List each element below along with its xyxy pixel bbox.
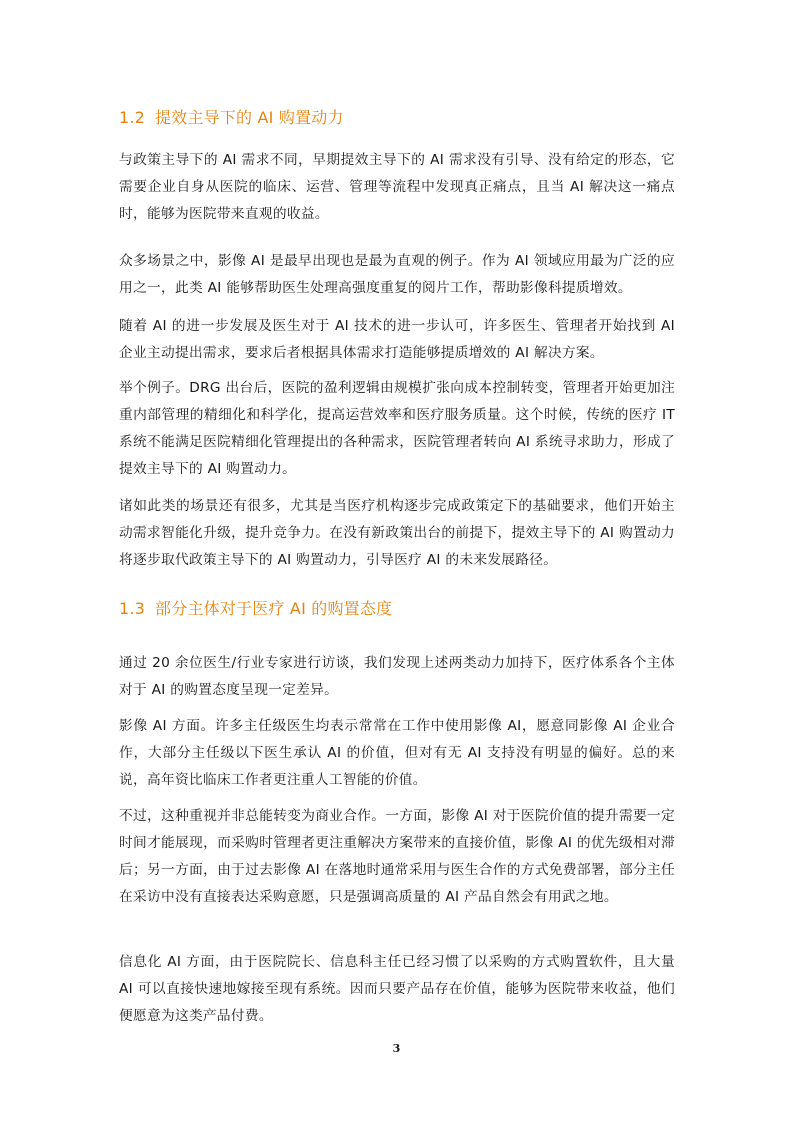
paragraph: 通过 20 余位医生/行业专家进行访谈，我们发现上述两类动力加持下，医疗体系各个主体对于 AI 的购置态度呈现一定差异。 [119, 655, 675, 698]
page-number: 3 [392, 1042, 401, 1055]
section-number: 1.2 [119, 108, 146, 127]
section-heading-1-3 [119, 599, 392, 619]
paragraph: 随着 AI 的进一步发展及医生对于 AI 技术的进一步认可，许多医生、管理者开始找到 AI 企业主动提出需求，要求后者根据具体需求打造能够提质增效的 AI 解决方案。 [119, 318, 675, 361]
section-title: 部分主体对于医疗 AI 的购置态度 [155, 599, 393, 618]
section-number: 1.3 [119, 599, 146, 618]
paragraph: 与政策主导下的 AI 需求不同，早期提效主导下的 AI 需求没有引导、没有给定的形态，它需要企业自身从医院的临床、运营、管理等流程中发现真正痛点，且当 AI 解决这一痛点时，能够为医院带来直观的收益。 [119, 152, 675, 222]
paragraph: 不过，这种重视并非总能转变为商业合作。一方面，影像 AI 对于医院价值的提升需要一定时间才能展现，而采购时管理者更注重解决方案带来的直接价值，影像 AI 的优先级相对滞后；另一方面，由于过去影像 AI 在落地时通常采用与医生合作的方式免费部署，部分主任在采访中没有直接表达采购意愿，只是强调高质量的 AI 产品自然会有用武之地。 [119, 808, 675, 905]
paragraph: 影像 AI 方面。许多主任级医生均表示常常在工作中使用影像 AI，愿意同影像 AI 企业合作，大部分主任级以下医生承认 AI 的价值，但对有无 AI 支持没有明显的偏好。总的来说，高年资比临床工作者更注重人工智能的价值。 [119, 718, 675, 788]
paragraph: 诸如此类的场景还有很多，尤其是当医疗机构逐步完成政策定下的基础要求，他们开始主动需求智能化升级，提升竞争力。在没有新政策出台的前提下，提效主导下的 AI 购置动力将逐步取代政策主导下的 AI 购置动力，引导医疗 AI 的未来发展路径。 [119, 498, 675, 568]
section-title: 提效主导下的 AI 购置动力 [155, 108, 344, 127]
paragraph: 举个例子。DRG 出台后，医院的盈利逻辑由规模扩张向成本控制转变，管理者开始更加注重内部管理的精细化和科学化，提高运营效率和医疗服务质量。这个时候，传统的医疗 IT 系统不能满足医院精细化管理提出的各种需求，医院管理者转向 AI 系统寻求助力，形成了提效主导下的 AI 购置动力。 [119, 380, 675, 477]
paragraph: 信息化 AI 方面，由于医院院长、信息科主任已经习惯了以采购的方式购置软件，且大量 AI 可以直接快速地嫁接至现有系统。因而只要产品存在价值，能够为医院带来收益，他们便愿意为这类产品付费。 [119, 954, 675, 1024]
paragraph: 众多场景之中，影像 AI 是最早出现也是最为直观的例子。作为 AI 领域应用最为广泛的应用之一，此类 AI 能够帮助医生处理高强度重复的阅片工作，帮助影像科提质增效。 [119, 253, 675, 296]
section-heading-1-2 [119, 108, 344, 128]
